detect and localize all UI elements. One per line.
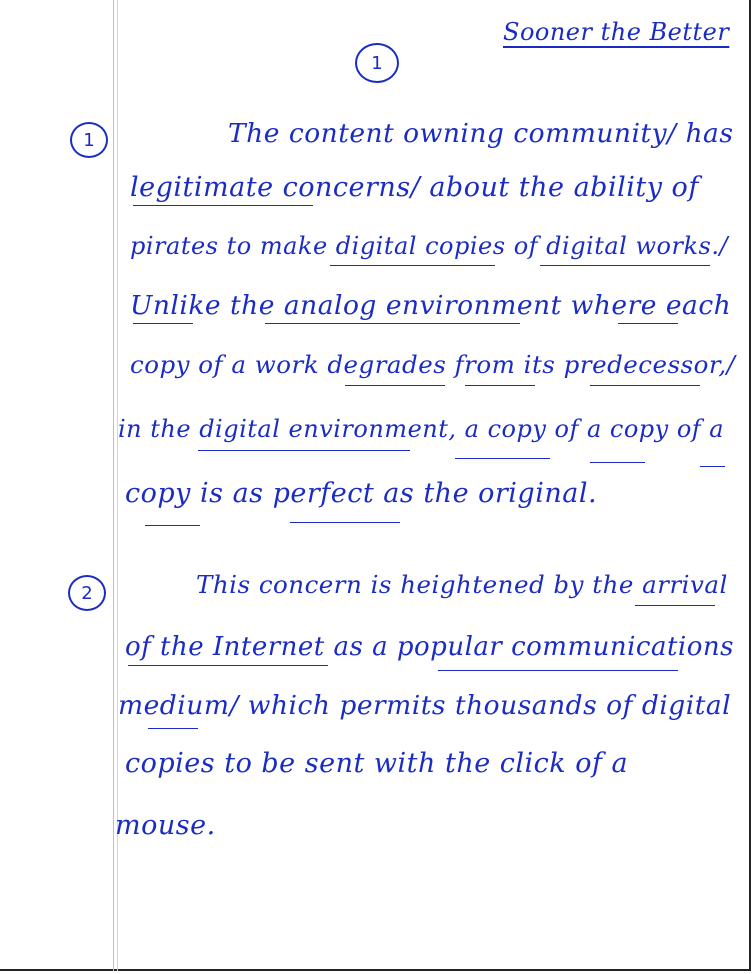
underline-stroke (635, 605, 715, 606)
paragraph-line: Unlike the analog environment where each (130, 290, 732, 321)
paragraph-line: of the Internet as a popular communications (125, 632, 734, 662)
paragraph-line: medium/ which permits thousands of digital (118, 690, 732, 721)
paragraph-line: The content owning community/ has (228, 118, 734, 149)
paragraph-line: copies to be sent with the click of a (125, 748, 629, 779)
underline-stroke (438, 670, 678, 671)
underline-stroke (128, 665, 328, 666)
underline-stroke (700, 466, 725, 467)
underline-stroke (290, 522, 400, 523)
paragraph-line: copy is as perfect as the original. (125, 478, 598, 509)
paragraph-line: legitimate concerns/ about the ability of (130, 172, 699, 203)
underline-stroke (133, 205, 313, 206)
underline-stroke (345, 385, 445, 386)
underline-stroke (618, 323, 678, 324)
paragraph-number: 1 (70, 122, 108, 158)
underline-stroke (198, 450, 410, 451)
underline-stroke (540, 265, 710, 266)
paragraph-line: mouse. (115, 810, 216, 841)
paragraph-line: in the digital environment, a copy of a copy of a (118, 415, 725, 443)
underline-stroke (590, 462, 645, 463)
paragraph-line: copy of a work degrades from its predecessor,/ (130, 350, 736, 379)
underline-stroke (465, 385, 535, 386)
paragraph-line: pirates to make digital copies of digital works./ (130, 232, 729, 260)
paragraph-number: 2 (68, 575, 106, 611)
paragraph-line: This concern is heightened by the arrival (196, 570, 728, 599)
underline-stroke (148, 728, 198, 729)
underline-stroke (330, 265, 495, 266)
underline-stroke (590, 385, 700, 386)
underline-stroke (265, 323, 520, 324)
underline-stroke (133, 323, 193, 324)
margin-line (113, 0, 114, 971)
underline-stroke (455, 458, 550, 459)
page-number-circle: 1 (355, 43, 399, 83)
page-title: Sooner the Better (503, 18, 730, 46)
underline-stroke (145, 525, 200, 526)
